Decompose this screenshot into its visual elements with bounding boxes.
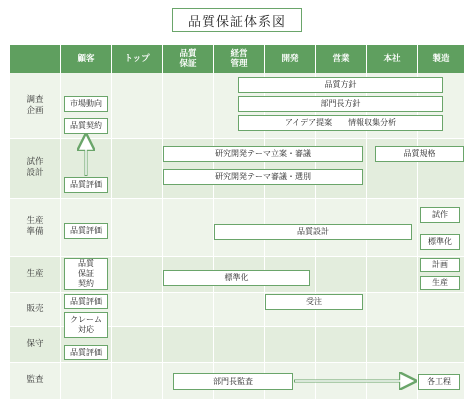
header-manufacturing: 製造 [418,45,464,73]
header-development: 開発 [265,45,315,73]
qa-contract-line1: 品質 [78,259,94,268]
quality-standard-box: 品質規格 [375,146,464,162]
plan-box: 計画 [420,258,460,272]
row-label-prep-line2: 準備 [26,227,44,237]
trial-mfg-box: 試作 [420,207,460,223]
quality-eval-prep-box: 品質評価 [64,223,108,239]
dept-policy-box: 部門長方針 [238,96,443,112]
standardize-prep-box: 標準化 [420,234,460,250]
complaint-line2: 対応 [78,325,94,334]
row-label-prep-line1: 生産 [26,216,44,226]
row-label-survey-line2: 企画 [26,105,44,116]
qa-contract-line2: 保証 [78,269,94,278]
quality-eval-maint-box: 品質評価 [64,345,108,360]
market-trend-box: 市場動向 [64,96,108,112]
order-received-box: 受注 [265,294,363,310]
header-sales: 営業 [316,45,366,73]
diagram-title: 品質保証体系図 [172,8,302,32]
header-top: トップ [112,45,162,73]
row-label-trial-line2: 設計 [26,168,44,178]
standardize-prod-box: 標準化 [163,270,310,286]
quality-eval-trial-box: 品質評価 [64,177,108,193]
row-label-sales: 販売 [26,303,44,314]
qa-contract-line3: 契約 [78,279,94,288]
row-label-maintenance: 保守 [26,338,44,349]
row-label-production: 生産 [26,268,44,279]
header-management-line1: 経営 [230,49,248,59]
row-label-audit: 監査 [26,375,44,385]
row-label-trial-line1: 試作 [26,157,44,167]
header-management-line2: 管理 [230,59,248,69]
production-box: 生産 [420,276,460,290]
complaint-line1: クレーム [70,315,102,324]
quality-design-box: 品質設計 [214,224,412,240]
dept-audit-box: 部門長監査 [173,373,293,390]
header-customer: 顧客 [61,45,111,73]
quality-contract-box: 品質契約 [64,118,108,134]
rd-theme-select-box: 研究開発テーマ審議・選別 [163,169,363,185]
header-head-office: 本社 [367,45,417,73]
quality-policy-box: 品質方針 [238,77,443,93]
idea-info-box: アイデア提案 情報収集分析 [238,115,443,131]
header-quality-line2: 保証 [179,59,197,69]
quality-eval-sales-box: 品質評価 [64,294,108,309]
row-label-survey-line1: 調査 [26,94,44,105]
each-process-box: 各工程 [418,374,460,390]
rd-theme-plan-box: 研究開発テーマ立案・審議 [163,146,363,162]
header-quality-line1: 品質 [179,49,197,59]
